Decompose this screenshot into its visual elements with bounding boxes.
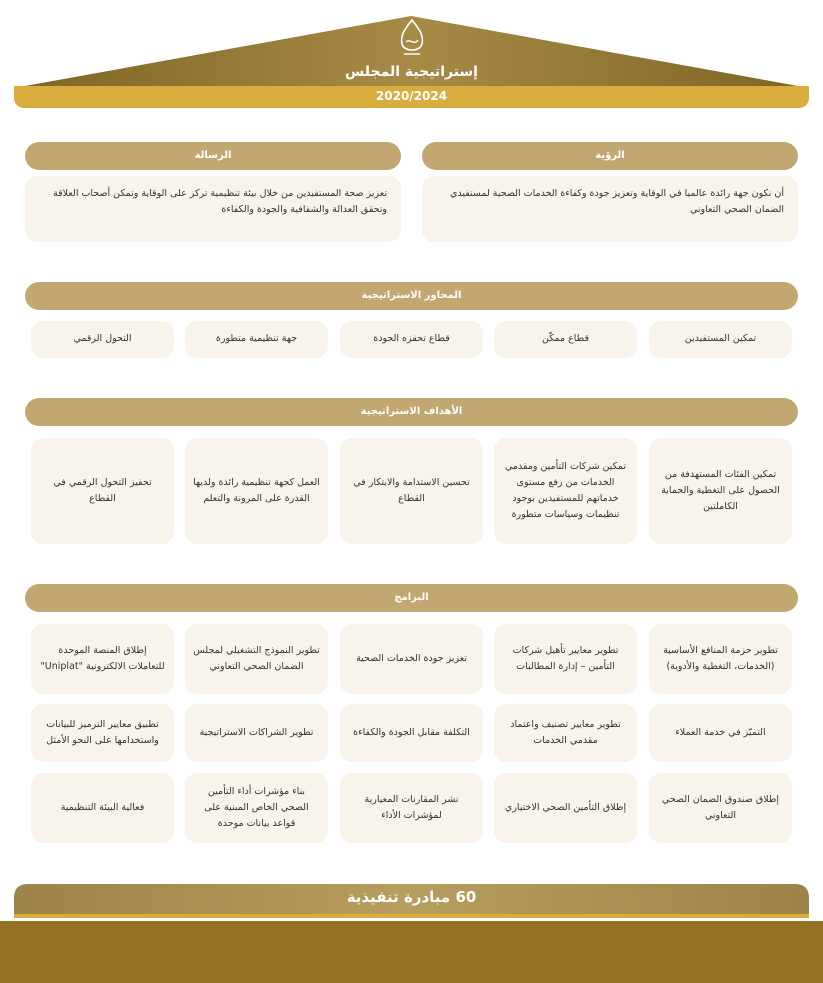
vision-text: أن نكون جهة رائدة عالميا في الوقاية وتعزيز جودة وكفاءة الخدمات الصحية لمستفيدي الضمان الصحي التعاوني (422, 176, 798, 242)
program-card: بناء مؤشرات أداء التأمين الصحي الخاص المبنية على قواعد بيانات موحدة (185, 773, 328, 843)
goals-heading: الأهداف الاستراتيجية (25, 398, 798, 426)
program-card: تطبيق معايير الترميز للبيانات واستخدامها على النحو الأمثل (31, 704, 174, 762)
program-card: تطوير معايير تصنيف واعتماد مقدمي الخدمات (494, 704, 637, 762)
program-card: تطوير النموذج التشغيلي لمجلس الضمان الصحي التعاوني (185, 624, 328, 694)
program-card: نشر المقارنات المعيارية لمؤشرات الأداء (340, 773, 483, 843)
pillar-card: قطاع تحفزه الجودة (340, 321, 483, 358)
program-card: تطوير حزمة المنافع الأساسية (الخدمات، التغطية والأدوية) (649, 624, 792, 694)
program-card: تطوير الشراكات الاستراتيجية (185, 704, 328, 762)
goal-card: تمكين الفئات المستهدفة من الحصول على التغطية والحماية الكاملتين (649, 438, 792, 544)
initiatives-count: 60 مبادرة تنفيذية (346, 888, 477, 906)
vision-heading: الرؤية (422, 142, 798, 170)
program-card: إطلاق التأمين الصحي الاختياري (494, 773, 637, 843)
pillar-card: قطاع ممكّن (494, 321, 637, 358)
years-bar (14, 86, 809, 108)
program-card: إطلاق المنصة الموحدة للتعاملات الالكترونية "Uniplat" (31, 624, 174, 694)
mission-text: تعزيز صحة المستفيدين من خلال بيئة تنظيمية تركز على الوقاية وتمكن أصحاب العلاقة وتحقق العدالة والشفافية والجودة والكفاءة (25, 176, 401, 242)
mission-heading: الرسالة (25, 142, 401, 170)
program-card: تعزيز جودة الخدمات الصحية (340, 624, 483, 694)
pillar-card: تمكين المستفيدين (649, 321, 792, 358)
pillars-heading: المحاور الاستراتيجية (25, 282, 798, 310)
program-card: فعالية البيئة التنظيمية (31, 773, 174, 843)
page-title: إستراتيجية المجلس (345, 64, 478, 80)
program-card: التكلفة مقابل الجودة والكفاءة (340, 704, 483, 762)
goal-card: تمكين شركات التأمين ومقدمي الخدمات من رفع مستوى خدماتهم للمستفيدين بوجود تنظيمات وسياسات متطورة (494, 438, 637, 544)
goal-card: تحسين الاستدامة والابتكار في القطاع (340, 438, 483, 544)
goal-card: العمل كجهة تنظيمية رائدة ولديها القدرة على المرونة والتعلم (185, 438, 328, 544)
pillar-card: جهة تنظيمية متطورة (185, 321, 328, 358)
bottom-band (0, 921, 823, 983)
program-card: إطلاق صندوق الضمان الصحي التعاوني (649, 773, 792, 843)
goal-card: تحفيز التحول الرقمي في القطاع (31, 438, 174, 544)
years-label: 2020/2024 (375, 89, 448, 103)
program-card: تطوير معايير تأهيل شركات التأمين – إدارة المطالبات (494, 624, 637, 694)
programs-heading: البرامج (25, 584, 798, 612)
council-logo-icon (396, 18, 428, 58)
program-card: التميّز في خدمة العملاء (649, 704, 792, 762)
pillar-card: التحول الرقمي (31, 321, 174, 358)
